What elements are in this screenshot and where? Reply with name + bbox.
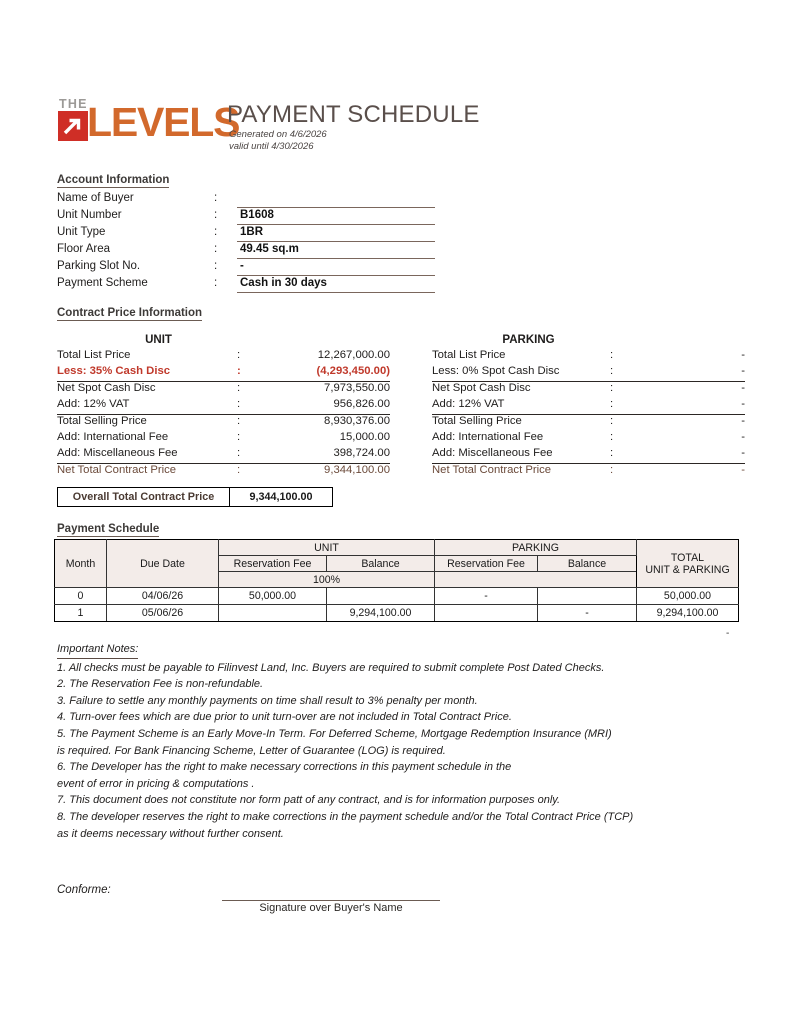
logo-levels-text: LEVELS: [87, 99, 240, 145]
cell-due-date: 05/06/26: [107, 605, 219, 622]
note-item: is required. For Bank Financing Scheme, Letter of Guarantee (LOG) is required.: [57, 744, 446, 757]
row-value: 9,344,100.00: [324, 463, 390, 476]
col-parking-reservation-fee: Reservation Fee: [435, 556, 538, 572]
field-colon: :: [214, 192, 218, 204]
unit-net-total-contract-price: [57, 464, 390, 480]
col-unit-reservation-fee: Reservation Fee: [219, 556, 327, 572]
note-item: as it deems necessary without further consent.: [57, 827, 284, 840]
row-label: Net Spot Cash Disc: [432, 381, 531, 394]
generated-on-text: Generated on 4/6/2026: [229, 129, 327, 140]
row-colon: :: [237, 349, 241, 361]
field-colon: :: [214, 209, 218, 221]
row-value: 398,724.00: [333, 447, 390, 460]
row-colon: :: [237, 381, 241, 394]
row-label: Total Selling Price: [432, 414, 522, 427]
row-colon: :: [237, 365, 241, 378]
cell-parking-balance: -: [538, 605, 637, 622]
cell-parking-balance: [538, 588, 637, 605]
unit-column-heading: UNIT: [145, 334, 172, 346]
payment-schedule-title: Payment Schedule: [57, 523, 160, 535]
payment-schedule-table: [54, 539, 739, 622]
field-unit-type: [57, 226, 437, 243]
arrow-up-right-icon: [58, 111, 88, 141]
col-unit-balance: Balance: [327, 556, 435, 572]
row-value: -: [741, 430, 745, 443]
parking-net-spot-cash-disc: [432, 382, 745, 398]
field-colon: :: [214, 277, 218, 289]
row-value: 7,973,550.00: [324, 381, 390, 394]
row-colon: :: [610, 398, 614, 411]
field-colon: :: [214, 226, 218, 238]
row-label: Net Total Contract Price: [432, 463, 552, 476]
table-tail-dash: -: [726, 628, 730, 639]
overall-total-value: 9,344,100.00: [249, 491, 313, 503]
brand-logo: [55, 96, 240, 146]
important-notes-title: Important Notes:: [57, 641, 138, 659]
parking-cash-discount: [432, 365, 745, 381]
note-item: 8. The developer reserves the right to make corrections in the payment schedule and/or the Total Contract Price (TCP): [57, 810, 634, 823]
page-title: PAYMENT SCHEDULE: [227, 101, 480, 128]
row-value: -: [741, 365, 745, 378]
cell-parking-reservation: -: [435, 588, 538, 605]
parking-column-heading: PARKING: [502, 334, 555, 346]
overall-total-label: Overall Total Contract Price: [58, 488, 230, 506]
cell-parking-reservation: [435, 605, 538, 622]
field-label: Name of Buyer: [57, 192, 134, 204]
important-notes-section: [57, 641, 747, 842]
col-group-unit: UNIT: [219, 540, 435, 556]
row-colon: :: [610, 447, 614, 460]
row-colon: :: [610, 463, 614, 476]
unit-vat: [57, 398, 390, 414]
row-colon: :: [610, 349, 614, 361]
row-label: Net Spot Cash Disc: [57, 381, 156, 394]
row-colon: :: [610, 430, 614, 443]
parking-total-selling-price: [432, 415, 745, 431]
unit-international-fee: [57, 431, 390, 447]
field-name-of-buyer: [57, 192, 437, 209]
row-value: -: [741, 463, 745, 476]
field-floor-area: [57, 243, 437, 260]
unit-number-value[interactable]: B1608: [237, 209, 435, 225]
row-label: Add: International Fee: [432, 430, 544, 443]
contract-price-unit-column: [57, 334, 390, 480]
row-label: Add: International Fee: [57, 430, 169, 443]
unit-miscellaneous-fee: [57, 447, 390, 463]
row-label: Less: 35% Cash Disc: [57, 365, 171, 378]
document-header: [55, 96, 755, 156]
parking-international-fee: [432, 431, 745, 447]
unit-type-value[interactable]: 1BR: [237, 226, 435, 242]
row-colon: :: [610, 414, 614, 427]
row-label: Add: Miscellaneous Fee: [432, 447, 553, 460]
cell-due-date: 04/06/26: [107, 588, 219, 605]
field-parking-slot-no: [57, 260, 437, 277]
floor-area-value[interactable]: 49.45 sq.m: [237, 243, 435, 259]
cell-unit-balance: 9,294,100.00: [327, 605, 435, 622]
parking-vat: [432, 398, 745, 414]
parking-net-total-contract-price: [432, 464, 745, 480]
parking-slot-no-value[interactable]: -: [237, 260, 435, 276]
cell-month: 0: [55, 588, 107, 605]
col-total-unit-parking: [637, 540, 739, 588]
cell-month: 1: [55, 605, 107, 622]
signature-line[interactable]: [222, 900, 440, 901]
field-label: Floor Area: [57, 243, 111, 255]
field-colon: :: [214, 260, 218, 272]
row-label: Add: 12% VAT: [432, 398, 505, 411]
field-label: Unit Type: [57, 226, 106, 238]
row-label: Add: Miscellaneous Fee: [57, 447, 178, 460]
col-due-date: Due Date: [107, 540, 219, 588]
valid-until-text: valid until 4/30/2026: [229, 140, 314, 152]
row-colon: :: [237, 463, 241, 476]
contract-price-information-title: Contract Price Information: [57, 307, 203, 319]
parking-percent-value: [435, 572, 637, 588]
row-value: 15,000.00: [339, 430, 390, 443]
row-value: -: [741, 398, 745, 411]
unit-total-list-price: [57, 349, 390, 365]
conforme-label: Conforme:: [57, 884, 111, 896]
table-row: [55, 605, 739, 622]
row-colon: :: [237, 398, 241, 411]
note-item: 1. All checks must be payable to Filinvest Land, Inc. Buyers are required to submit complete Post Dated Checks.: [57, 661, 605, 674]
cell-unit-reservation: [219, 605, 327, 622]
total-header-line2: UNIT & PARKING: [645, 563, 730, 576]
parking-miscellaneous-fee: [432, 447, 745, 463]
row-colon: :: [237, 447, 241, 460]
cell-unit-reservation: 50,000.00: [219, 588, 327, 605]
cell-total: 50,000.00: [637, 588, 739, 605]
col-month: Month: [55, 540, 107, 588]
note-item: event of error in pricing & computations .: [57, 777, 255, 790]
row-value: 956,826.00: [333, 398, 390, 411]
cell-total: 9,294,100.00: [637, 605, 739, 622]
row-label: Total List Price: [432, 349, 506, 361]
note-item: 6. The Developer has the right to make necessary corrections in this payment schedule in the: [57, 761, 512, 774]
name-of-buyer-value[interactable]: [237, 192, 435, 208]
row-value: -: [741, 447, 745, 460]
cell-unit-balance: [327, 588, 435, 605]
account-information-title: Account Information: [57, 174, 170, 186]
row-label: Less: 0% Spot Cash Disc: [432, 365, 560, 378]
row-value: 12,267,000.00: [317, 349, 390, 361]
unit-percent-value: 100%: [219, 572, 435, 588]
note-item: 4. Turn-over fees which are due prior to unit turn-over are not included in Total Contract Price.: [57, 711, 512, 724]
field-label: Parking Slot No.: [57, 260, 141, 272]
row-value: 8,930,376.00: [324, 414, 390, 427]
row-label: Total Selling Price: [57, 414, 147, 427]
row-colon: :: [237, 430, 241, 443]
unit-total-selling-price: [57, 415, 390, 431]
overall-total-contract-price-box: [57, 487, 333, 507]
row-colon: :: [610, 381, 614, 394]
field-label: Payment Scheme: [57, 277, 148, 289]
row-label: Total List Price: [57, 349, 131, 361]
field-label: Unit Number: [57, 209, 122, 221]
col-parking-balance: Balance: [538, 556, 637, 572]
logo-the-text: THE: [59, 97, 88, 111]
row-value: (4,293,450.00): [316, 365, 390, 378]
row-colon: :: [610, 365, 614, 378]
note-item: 5. The Payment Scheme is an Early Move-In Term. For Deferred Scheme, Mortgage Redemption Insurance (MRI): [57, 727, 612, 740]
table-row: [55, 588, 739, 605]
contract-price-parking-column: [432, 334, 745, 480]
field-colon: :: [214, 243, 218, 255]
note-item: 7. This document does not constitute nor form patt of any contract, and is for information purposes only.: [57, 794, 561, 807]
row-colon: :: [237, 414, 241, 427]
row-value: -: [741, 381, 745, 394]
unit-cash-discount: [57, 365, 390, 381]
signature-caption: Signature over Buyer's Name: [259, 902, 403, 914]
note-item: 3. Failure to settle any monthly payments on time shall result to 3% penalty per month.: [57, 694, 478, 707]
account-information-section: [57, 175, 437, 294]
row-value: -: [741, 349, 745, 361]
col-group-parking: PARKING: [435, 540, 637, 556]
parking-total-list-price: [432, 349, 745, 365]
note-item: 2. The Reservation Fee is non-refundable.: [57, 678, 264, 691]
payment-scheme-value[interactable]: Cash in 30 days: [237, 277, 435, 293]
table-header-row-1: [55, 540, 739, 556]
field-payment-scheme: [57, 277, 437, 294]
field-unit-number: [57, 209, 437, 226]
unit-net-spot-cash-disc: [57, 382, 390, 398]
document-meta: [229, 129, 327, 152]
row-value: -: [741, 414, 745, 427]
row-label: Add: 12% VAT: [57, 398, 130, 411]
total-header-line1: TOTAL: [670, 551, 705, 564]
row-label: Net Total Contract Price: [57, 463, 177, 476]
